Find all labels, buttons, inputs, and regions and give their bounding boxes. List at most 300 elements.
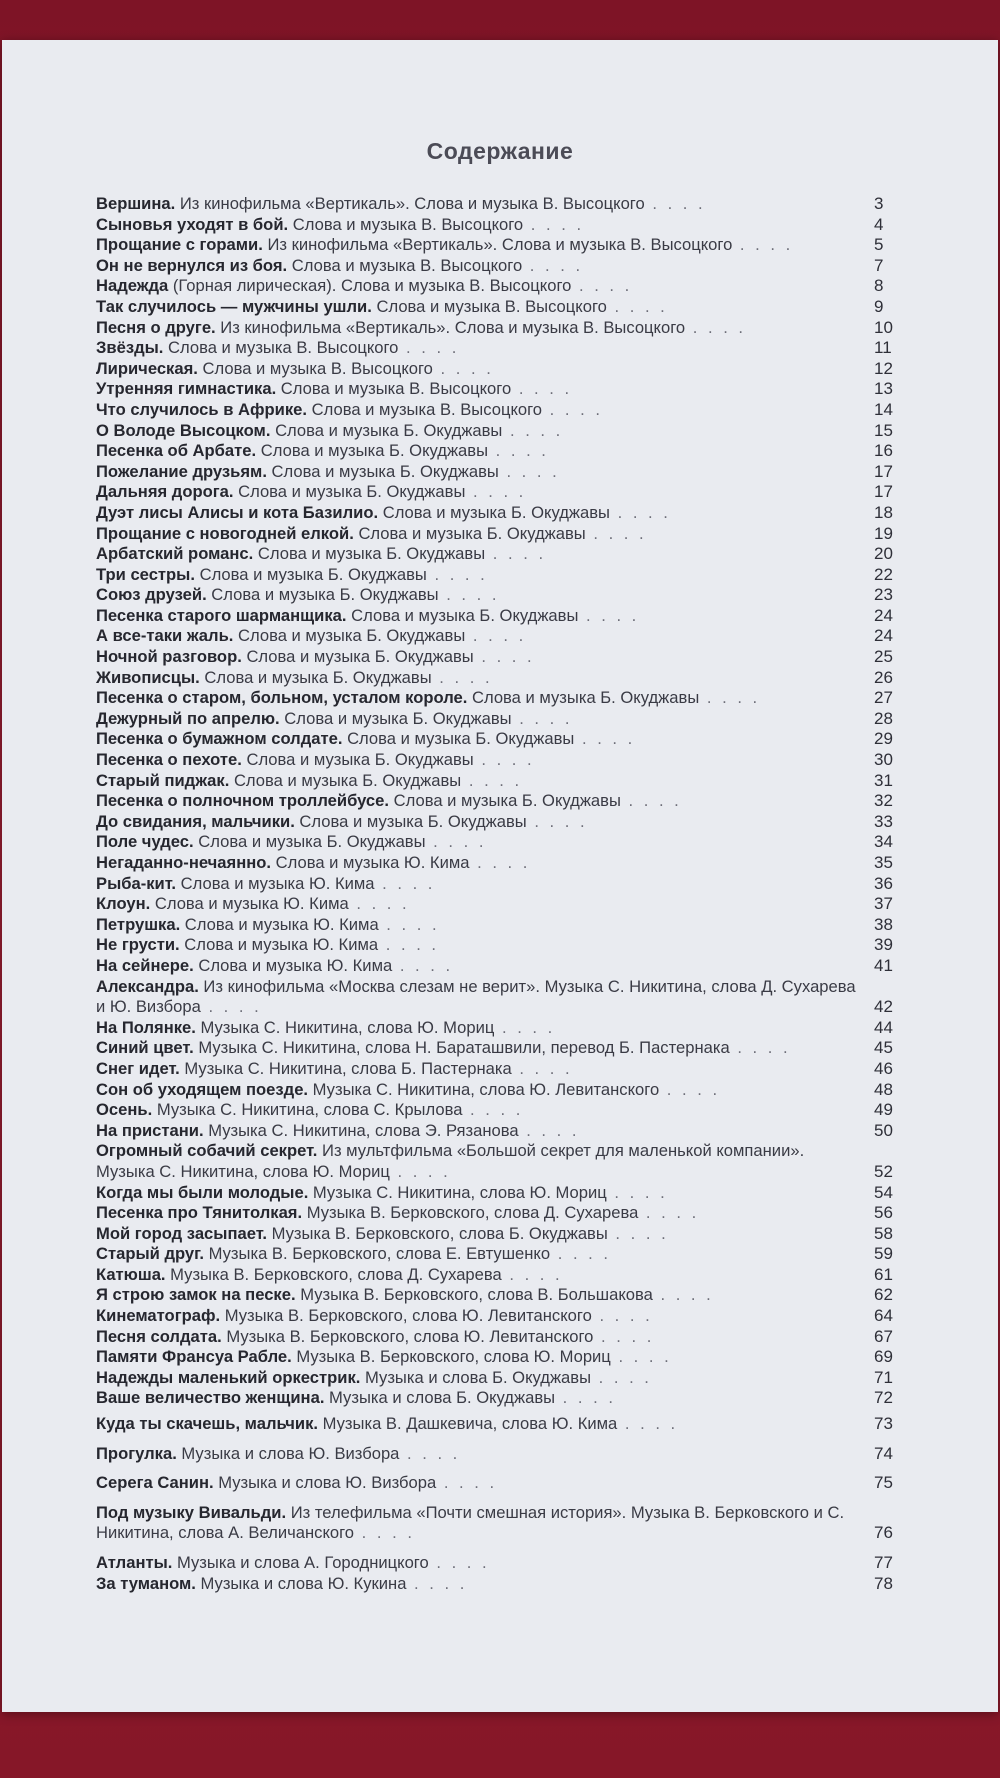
- toc-entry: [96, 1265, 918, 1286]
- leader-dots: . . . .: [652, 1285, 714, 1305]
- entry-title: Я строю замок на песке.: [96, 1285, 296, 1305]
- leader-dots: . . . .: [526, 811, 588, 831]
- entry-title: Ночной разговор.: [96, 647, 242, 667]
- leader-dots: . . . .: [354, 1523, 415, 1543]
- entry-credits: Слова и музыка Б. Окуджавы: [199, 667, 432, 687]
- page-number: 64: [874, 1306, 893, 1326]
- leader-dots: . . . .: [571, 276, 633, 296]
- table-of-contents: [96, 194, 918, 1594]
- leader-dots: . . . .: [610, 502, 671, 522]
- toc-entry: [96, 956, 918, 977]
- page-number: 13: [874, 379, 893, 399]
- entry-credits: Музыка и слова Ю. Визбора: [213, 1473, 437, 1493]
- toc-entry: [96, 1388, 918, 1409]
- entry-title: Катюша.: [96, 1264, 166, 1284]
- entry-title: Песенка о старом, больном, усталом короле.: [96, 688, 468, 708]
- entry-credits: Слова и музыка В. Высоцкого: [371, 296, 607, 316]
- leader-dots: . . . .: [392, 955, 454, 975]
- entry-credits: Из кинофильма «Вертикаль». Слова и музыка В. Высоцкого: [175, 194, 645, 213]
- page-number: 20: [874, 544, 893, 564]
- page-number: 61: [874, 1264, 893, 1284]
- page-number: 11: [874, 338, 892, 358]
- entry-credits: Слова и музыка Ю. Кима: [193, 955, 393, 975]
- leader-dots: . . . .: [659, 1079, 721, 1099]
- leader-dots: . . . .: [488, 441, 549, 461]
- leader-dots: . . . .: [465, 626, 527, 646]
- toc-entry: [96, 1503, 918, 1544]
- entry-title: Прощание с горами.: [96, 235, 263, 255]
- leader-dots: . . . .: [436, 1473, 498, 1493]
- entry-credits: Слова и музыка Б. Окуджавы: [294, 811, 527, 831]
- entry-credits: Музыка С. Никитина, слова Б. Пастернака: [179, 1058, 512, 1078]
- page-number: 48: [874, 1079, 893, 1099]
- leader-dots: . . . .: [406, 1573, 468, 1593]
- entry-title: На Полянке.: [96, 1017, 196, 1037]
- entry-title: Кинематограф.: [96, 1306, 221, 1326]
- toc-entry: [96, 256, 918, 277]
- leader-dots: . . . .: [389, 1161, 451, 1181]
- entry-title: Атланты.: [96, 1553, 173, 1572]
- page-number: 15: [874, 420, 893, 440]
- entry-credits: Слова и музыка Ю. Кима: [271, 853, 470, 872]
- page-number: 49: [874, 1100, 893, 1120]
- toc-entry: [96, 1285, 918, 1306]
- toc-entry: [96, 482, 918, 503]
- page-number: 19: [874, 523, 893, 543]
- page-number: 39: [874, 935, 893, 955]
- toc-entry: [96, 297, 918, 318]
- entry-title: Поле чудес.: [96, 832, 194, 852]
- page-number: 73: [874, 1414, 893, 1434]
- entry-credits: Музыка С. Никитина, слова С. Крылова: [152, 1100, 463, 1120]
- entry-credits: Музыка В. Берковского, слова В. Большакова: [295, 1285, 653, 1305]
- entry-credits: Слова и музыка В. Высоцкого: [287, 255, 523, 275]
- entry-credits: Слова и музыка Б. Окуджавы: [270, 420, 503, 440]
- page-number: 59: [874, 1244, 893, 1264]
- toc-entry: [96, 400, 918, 421]
- page-number: 23: [874, 585, 893, 605]
- entry-credits: Музыка и слова Б. Окуджавы: [324, 1388, 556, 1408]
- toc-entry: [96, 1414, 918, 1435]
- entry-credits: Слова и музыка Б. Окуджавы: [266, 461, 499, 481]
- leader-dots: . . . .: [465, 482, 527, 502]
- entry-credits: Слова и музыка Б. Окуджавы: [346, 605, 579, 625]
- leader-dots: . . . .: [511, 379, 573, 399]
- leader-dots: . . . .: [473, 647, 535, 667]
- toc-entry: [96, 874, 918, 895]
- page-number: 75: [874, 1473, 893, 1493]
- leader-dots: . . . .: [644, 194, 706, 213]
- entry-title: Лирическая.: [96, 358, 198, 378]
- page-number: 62: [874, 1285, 893, 1305]
- toc-entry: [96, 915, 918, 936]
- entry-credits: Музыка В. Берковского, слова Б. Окуджавы: [267, 1223, 608, 1243]
- page-number: 24: [874, 605, 893, 625]
- entry-title: Песенка старого шарманщика.: [96, 605, 347, 625]
- toc-entry: [96, 729, 918, 750]
- page-number: 18: [874, 502, 893, 522]
- leader-dots: . . . .: [522, 255, 584, 275]
- entry-credits: Слова и музыка Б. Окуджавы: [353, 523, 586, 543]
- entry-credits: Музыка и слова Б. Окуджавы: [360, 1367, 592, 1387]
- entry-credits: Музыка В. Берковского, слова Ю. Левитанского: [221, 1326, 594, 1346]
- entry-title: Так случилось — мужчины ушли.: [96, 296, 372, 316]
- leader-dots: . . . .: [606, 1182, 668, 1202]
- entry-credits: Слова и музыка Б. Окуджавы: [241, 647, 474, 667]
- entry-title: Не грусти.: [96, 935, 180, 955]
- entry-title: Серега Санин.: [96, 1473, 214, 1493]
- leader-dots: . . . .: [428, 1553, 490, 1572]
- toc-entry: [96, 894, 918, 915]
- entry-credits: Музыка В. Берковского, слова Д. Сухарева: [165, 1264, 502, 1284]
- toc-entry: [96, 441, 918, 462]
- leader-dots: . . . .: [617, 1414, 679, 1434]
- toc-entry: [96, 1473, 918, 1494]
- leader-dots: . . . .: [438, 585, 500, 605]
- toc-entry: [96, 462, 918, 483]
- entry-title: Мой город засыпает.: [96, 1223, 267, 1243]
- toc-entry: [96, 688, 918, 709]
- toc-entry: [96, 338, 918, 359]
- page-number: 50: [874, 1120, 893, 1140]
- entry-credits: Слова и музыка Б. Окуджавы: [253, 544, 486, 564]
- leader-dots: . . . .: [585, 523, 647, 543]
- page-number: 36: [874, 873, 893, 893]
- entry-credits: Слова и музыка Б. Окуджавы: [194, 564, 427, 584]
- entry-credits: Слова и музыка Б. Окуджавы: [206, 585, 439, 605]
- entry-credits: Слова и музыка Б. Окуджавы: [342, 729, 575, 749]
- page-title: Содержание: [426, 138, 574, 164]
- toc-entry: [96, 709, 918, 730]
- leader-dots: . . . .: [732, 235, 794, 255]
- toc-entry: [96, 1553, 918, 1574]
- leader-dots: . . . .: [461, 770, 523, 790]
- entry-credits: Музыка С. Никитина, слова Ю. Мориц: [195, 1017, 495, 1037]
- leader-dots: . . . .: [591, 1306, 653, 1326]
- toc-entry: [96, 544, 918, 565]
- entry-title: Арбатский романс.: [96, 544, 254, 564]
- page-number: 35: [874, 853, 893, 872]
- page-number: 33: [874, 811, 893, 831]
- leader-dots: . . . .: [699, 688, 761, 708]
- page-number: 76: [874, 1523, 893, 1543]
- page-number: 42: [874, 997, 893, 1017]
- entry-credits: Слова и музыка Б. Окуджавы: [389, 791, 621, 811]
- entry-credits: Музыка С. Никитина, слова Ю. Левитанского: [308, 1079, 660, 1099]
- entry-title: Петрушка.: [96, 914, 181, 934]
- entry-credits: Музыка и слова А. Городницкого: [172, 1553, 429, 1572]
- page-number: 44: [874, 1017, 893, 1037]
- entry-credits: (Горная лирическая). Слова и музыка В. Высоцкого: [168, 276, 572, 296]
- entry-title: Прощание с новогодней елкой.: [96, 523, 354, 543]
- toc-entry: [96, 853, 918, 874]
- entry-title: Песенка об Арбате.: [96, 441, 257, 461]
- toc-entry: [96, 359, 918, 380]
- entry-title: Старый пиджак.: [96, 770, 230, 790]
- entry-credits: Слова и музыка Б. Окуджавы: [193, 832, 426, 852]
- entry-title: Живописцы.: [96, 667, 200, 687]
- toc-entry: [96, 1244, 918, 1265]
- leader-dots: . . . .: [574, 729, 636, 749]
- page-number: 46: [874, 1058, 893, 1078]
- entry-credits: Музыка и слова Ю. Визбора: [176, 1443, 400, 1463]
- entry-credits: Музыка С. Никитина, слова Э. Рязанова: [203, 1120, 519, 1140]
- entry-credits: Из кинофильма «Вертикаль». Слова и музыка В. Высоцкого: [262, 235, 733, 255]
- page-number: 72: [874, 1388, 893, 1408]
- leader-dots: . . . .: [542, 399, 603, 419]
- leader-dots: . . . .: [591, 1367, 652, 1387]
- leader-dots: . . . .: [485, 544, 547, 564]
- page-number: 4: [874, 214, 884, 234]
- leader-dots: . . . .: [426, 564, 488, 584]
- page-number: 31: [874, 770, 893, 790]
- page-number: 37: [874, 894, 893, 914]
- entry-credits: Музыка С. Никитина, слова Ю. Мориц: [308, 1182, 607, 1202]
- entry-title: Рыба-кит.: [96, 873, 177, 893]
- entry-credits: Слова и музыка Ю. Кима: [179, 935, 379, 955]
- leader-dots: . . . .: [431, 667, 493, 687]
- leader-dots: . . . .: [200, 997, 262, 1017]
- leader-dots: . . . .: [620, 791, 682, 811]
- entry-credits: Музыка В. Берковского, слова Е. Евтушенко: [204, 1244, 551, 1264]
- page-number: 69: [874, 1347, 893, 1367]
- book-page: [2, 40, 998, 1712]
- toc-entry: [96, 750, 918, 771]
- entry-credits: Слова и музыка Б. Окуджавы: [279, 708, 512, 728]
- toc-entry: [96, 194, 918, 215]
- entry-title: Негаданно-нечаянно.: [96, 853, 271, 872]
- page-number: 58: [874, 1223, 893, 1243]
- entry-title: Синий цвет.: [96, 1038, 194, 1058]
- toc-entry: [96, 585, 918, 606]
- entry-title: Под музыку Вивальди.: [96, 1502, 287, 1522]
- leader-dots: . . . .: [498, 461, 560, 481]
- toc-entry: [96, 668, 918, 689]
- entry-credits: Слова и музыка Б. Окуджавы: [229, 770, 462, 790]
- leader-dots: . . . .: [502, 420, 564, 440]
- page-number: 30: [874, 750, 893, 770]
- entry-credits: Слова и музыка Б. Окуджавы: [256, 441, 489, 461]
- leader-dots: . . . .: [473, 750, 535, 770]
- toc-entry: [96, 421, 918, 442]
- leader-dots: . . . .: [685, 317, 747, 337]
- entry-credits: Из телефильма «Почти смешная история». Музыка В. Берковского и С. Никитина, слова А. Величанского: [96, 1502, 845, 1543]
- toc-entry: [96, 626, 918, 647]
- toc-entry: [96, 1059, 918, 1080]
- toc-entry: [96, 215, 918, 236]
- toc-entry: [96, 524, 918, 545]
- entry-credits: Слова и музыка Ю. Кима: [180, 914, 379, 934]
- leader-dots: . . . .: [518, 1120, 580, 1140]
- entry-credits: Слова и музыка В. Высоцкого: [307, 399, 543, 419]
- toc-entry: [96, 812, 918, 833]
- leader-dots: . . . .: [398, 338, 460, 358]
- page-number: 8: [874, 276, 884, 296]
- toc-entry: [96, 1347, 918, 1368]
- toc-entry: [96, 1574, 918, 1595]
- page-number: 14: [874, 399, 893, 419]
- toc-entry: [96, 1141, 918, 1182]
- page-number: 74: [874, 1443, 893, 1463]
- toc-entry: [96, 977, 918, 1018]
- toc-entry: [96, 1100, 918, 1121]
- entry-title: Пожелание друзьям.: [96, 461, 267, 481]
- leader-dots: . . . .: [550, 1244, 611, 1264]
- entry-title: Песенка о пехоте.: [96, 750, 242, 770]
- entry-credits: Музыка В. Берковского, слова Ю. Левитанского: [220, 1306, 592, 1326]
- page-number: 67: [874, 1326, 893, 1346]
- entry-title: Сыновья уходят в бой.: [96, 214, 289, 234]
- leader-dots: . . . .: [378, 914, 440, 934]
- entry-title: Надежда: [96, 276, 169, 296]
- entry-title: Песня солдата.: [96, 1326, 222, 1346]
- leader-dots: . . . .: [606, 296, 668, 316]
- leader-dots: . . . .: [523, 214, 585, 234]
- page-number: 3: [874, 194, 884, 213]
- entry-credits: Слова и музыка Ю. Кима: [176, 873, 375, 893]
- leader-dots: . . . .: [348, 894, 410, 914]
- leader-dots: . . . .: [378, 935, 440, 955]
- entry-credits: Слова и музыка Б. Окуджавы: [378, 502, 610, 522]
- entry-title: А все-таки жаль.: [96, 626, 234, 646]
- entry-title: Куда ты скачешь, мальчик.: [96, 1414, 319, 1434]
- entry-title: Сон об уходящем поезде.: [96, 1079, 309, 1099]
- entry-title: О Володе Высоцком.: [96, 420, 271, 440]
- entry-credits: Слова и музыка Б. Окуджавы: [233, 482, 466, 502]
- entry-credits: Слова и музыка В. Высоцкого: [163, 338, 399, 358]
- entry-credits: Музыка В. Берковского, слова Д. Сухарева: [302, 1203, 639, 1223]
- leader-dots: . . . .: [729, 1038, 791, 1058]
- toc-entry: [96, 1224, 918, 1245]
- entry-credits: Слова и музыка В. Высоцкого: [276, 379, 512, 399]
- toc-entry: [96, 647, 918, 668]
- entry-title: Осень.: [96, 1100, 153, 1120]
- entry-title: Александра.: [96, 976, 199, 996]
- entry-title: Песенка о бумажном солдате.: [96, 729, 343, 749]
- entry-title: Союз друзей.: [96, 585, 207, 605]
- toc-entry: [96, 935, 918, 956]
- toc-entry: [96, 1183, 918, 1204]
- entry-credits: Слова и музыка В. Высоцкого: [288, 214, 524, 234]
- entry-credits: Музыка В. Дашкевича, слова Ю. Кима: [318, 1414, 618, 1434]
- page-number: 34: [874, 832, 893, 852]
- page-number: 71: [874, 1367, 893, 1387]
- toc-entry: [96, 1203, 918, 1224]
- entry-title: Дежурный по апрелю.: [96, 708, 280, 728]
- entry-title: Огромный собачий секрет.: [96, 1141, 318, 1161]
- entry-title: Прогулка.: [96, 1443, 177, 1463]
- page-number: 24: [874, 626, 893, 646]
- toc-entry: [96, 1038, 918, 1059]
- entry-credits: Слова и музыка В. Высоцкого: [197, 358, 433, 378]
- page-number: 26: [874, 667, 893, 687]
- page-number: 45: [874, 1038, 893, 1058]
- entry-title: Когда мы были молодые.: [96, 1182, 309, 1202]
- toc-entry: [96, 1444, 918, 1465]
- leader-dots: . . . .: [593, 1326, 655, 1346]
- entry-title: Надежды маленький оркестрик.: [96, 1367, 361, 1387]
- toc-entry: [96, 276, 918, 297]
- leader-dots: . . . .: [494, 1017, 556, 1037]
- page-number: 22: [874, 564, 893, 584]
- entry-credits: Из кинофильма «Вертикаль». Слова и музыка В. Высоцкого: [215, 317, 686, 337]
- entry-title: Дальняя дорога.: [96, 482, 234, 502]
- toc-entry: [96, 791, 918, 812]
- page-number: 29: [874, 729, 893, 749]
- entry-credits: Музыка С. Никитина, слова Н. Бараташвили, перевод Б. Пастернака: [193, 1038, 730, 1058]
- leader-dots: . . . .: [607, 1223, 669, 1243]
- leader-dots: . . . .: [511, 1058, 573, 1078]
- leader-dots: . . . .: [469, 853, 531, 872]
- toc-entry: [96, 379, 918, 400]
- page-number: 25: [874, 647, 893, 667]
- page-number: 9: [874, 296, 884, 316]
- entry-title: Памяти Франсуа Рабле.: [96, 1347, 292, 1367]
- entry-title: Утренняя гимнастика.: [96, 379, 277, 399]
- toc-entry: [96, 235, 918, 256]
- page-number: 56: [874, 1203, 893, 1223]
- entry-title: Песня о друге.: [96, 317, 216, 337]
- page-number: 16: [874, 441, 893, 461]
- page-number: 12: [874, 358, 893, 378]
- page-number: 54: [874, 1182, 893, 1202]
- entry-title: Он не вернулся из боя.: [96, 255, 288, 275]
- leader-dots: . . . .: [432, 358, 494, 378]
- entry-title: Вершина.: [96, 194, 176, 213]
- entry-credits: Слова и музыка Ю. Кима: [150, 894, 349, 914]
- entry-title: Старый друг.: [96, 1244, 204, 1264]
- toc-entry: [96, 565, 918, 586]
- entry-title: Ваше величество женщина.: [96, 1388, 325, 1408]
- toc-entry: [96, 503, 918, 524]
- leader-dots: . . . .: [638, 1203, 700, 1223]
- leader-dots: . . . .: [511, 708, 573, 728]
- entry-title: Дуэт лисы Алисы и кота Базилио.: [96, 502, 379, 522]
- page-number: 77: [874, 1553, 893, 1572]
- leader-dots: . . . .: [399, 1443, 461, 1463]
- leader-dots: . . . .: [374, 873, 436, 893]
- leader-dots: . . . .: [610, 1347, 672, 1367]
- entry-credits: Слова и музыка Б. Окуджавы: [241, 750, 474, 770]
- entry-credits: Слова и музыка Б. Окуджавы: [233, 626, 466, 646]
- toc-entry: [96, 1018, 918, 1039]
- toc-entry: [96, 1368, 918, 1389]
- entry-title: Снег идет.: [96, 1058, 180, 1078]
- toc-entry: [96, 1121, 918, 1142]
- toc-entry: [96, 771, 918, 792]
- page-number: 5: [874, 235, 884, 255]
- page-number: 38: [874, 914, 893, 934]
- entry-credits: Музыка В. Берковского, слова Ю. Мориц: [291, 1347, 611, 1367]
- entry-credits: Слова и музыка Б. Окуджавы: [467, 688, 700, 708]
- toc-entry: [96, 606, 918, 627]
- page-number: 27: [874, 688, 893, 708]
- page-number: 7: [874, 255, 884, 275]
- leader-dots: . . . .: [501, 1264, 563, 1284]
- entry-title: До свидания, мальчики.: [96, 811, 295, 831]
- page-number: 17: [874, 482, 893, 502]
- toc-entry: [96, 832, 918, 853]
- leader-dots: . . . .: [462, 1100, 524, 1120]
- leader-dots: . . . .: [425, 832, 487, 852]
- page-number: 28: [874, 708, 893, 728]
- entry-title: Что случилось в Африке.: [96, 399, 308, 419]
- entry-title: На сейнере.: [96, 955, 194, 975]
- entry-title: Клоун.: [96, 894, 151, 914]
- page-number: 17: [874, 461, 893, 481]
- leader-dots: . . . .: [578, 605, 640, 625]
- page-number: 52: [874, 1161, 893, 1181]
